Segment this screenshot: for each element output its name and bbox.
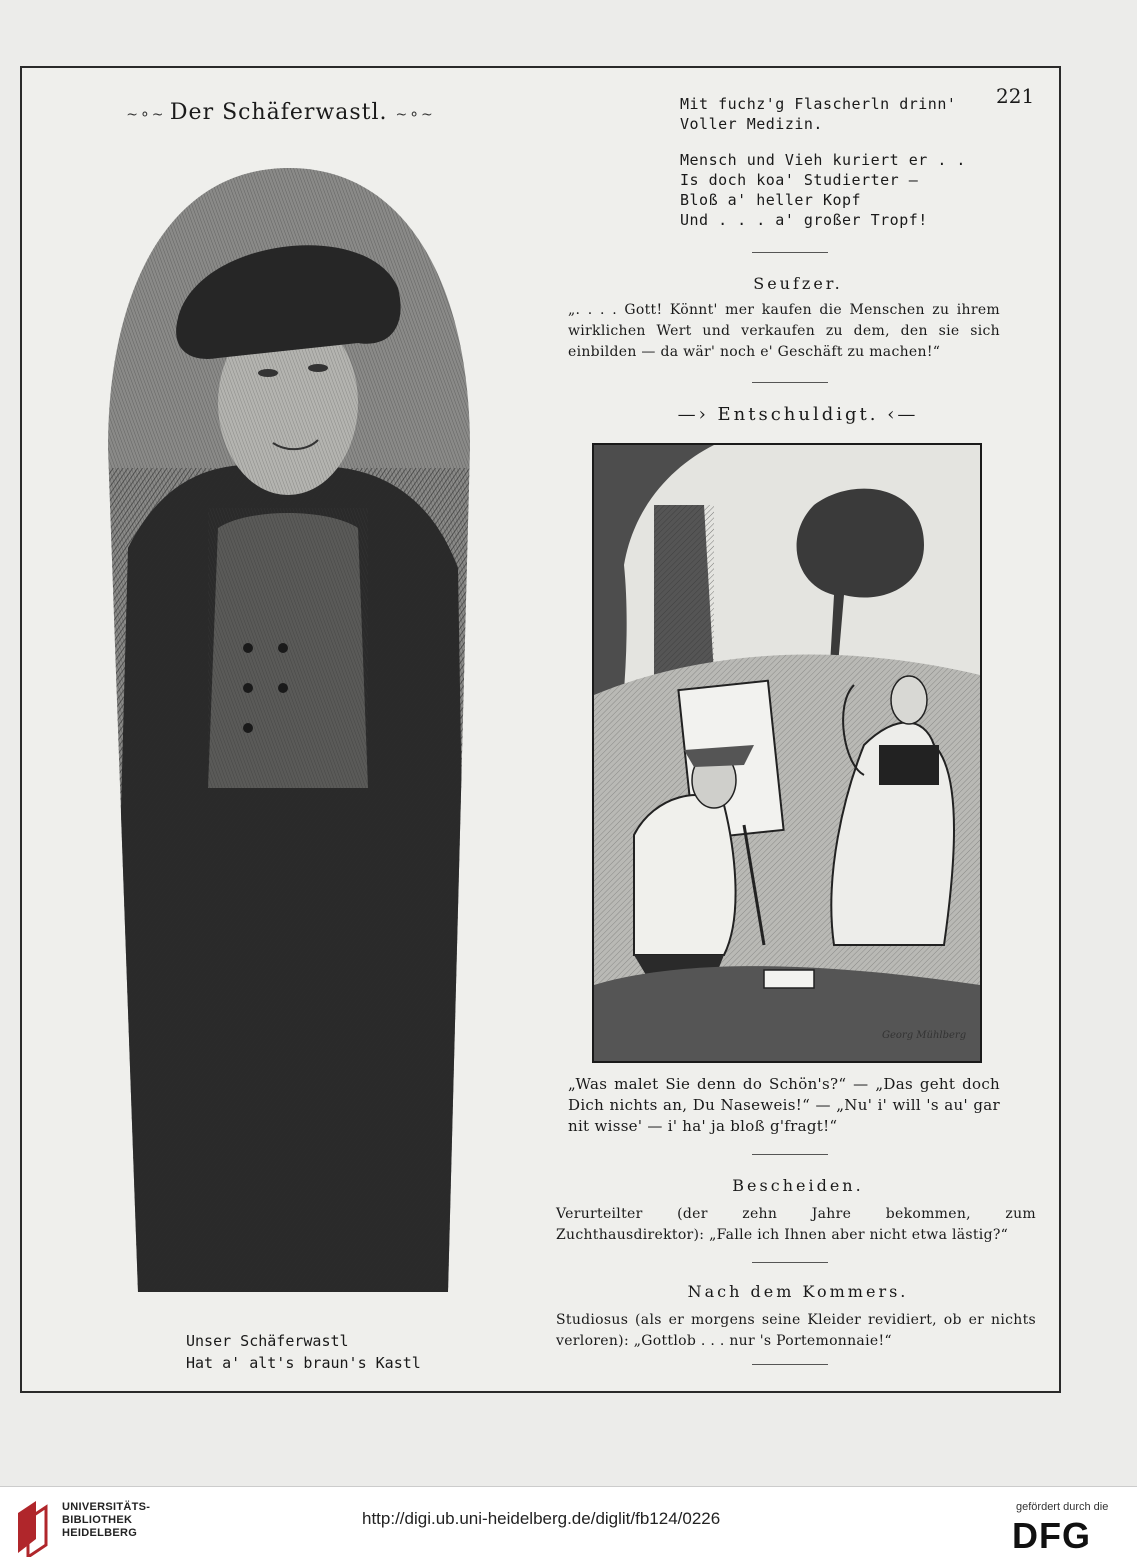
section-text-kommers: Studiosus (als er morgens seine Kleider revidiert, ob er nichts verloren): „Gottlob . . . nur 's Portemonnaie!“ xyxy=(556,1312,1036,1349)
divider xyxy=(752,1364,828,1365)
arrow-left-icon: ‹— xyxy=(887,404,919,425)
arrow-right-icon: —› xyxy=(677,404,718,425)
poem-title-text: Der Schäferwastl. xyxy=(169,100,388,125)
section-heading-entschuldigt xyxy=(556,404,1040,425)
library-line: HEIDELBERG xyxy=(62,1527,138,1539)
poem-title xyxy=(110,100,450,125)
library-line: UNIVERSITÄTS- xyxy=(62,1501,151,1513)
poem-line: Mensch und Vieh kuriert er . . xyxy=(680,151,966,169)
divider xyxy=(752,252,828,253)
library-line: BIBLIOTHEK xyxy=(62,1514,133,1526)
divider xyxy=(752,1154,828,1155)
poem-stanza-2 xyxy=(680,150,966,230)
page-number: 221 xyxy=(996,84,1035,108)
section-heading-text: Entschuldigt. xyxy=(717,404,879,425)
portrait-caption xyxy=(186,1330,421,1374)
university-library-name[interactable] xyxy=(62,1501,150,1540)
footer-bar xyxy=(0,1486,1137,1568)
poem-line: Mit fuchz'g Flascherln drinn' xyxy=(680,95,957,113)
section-heading-kommers: Nach dem Kommers. xyxy=(687,1282,909,1301)
poem-line: Voller Medizin. xyxy=(680,115,823,133)
poem-line: Is doch koa' Studierter — xyxy=(680,171,919,189)
artist-signature: Georg Mühlberg xyxy=(882,1030,967,1041)
divider xyxy=(752,382,828,383)
dfg-logo[interactable]: DFG xyxy=(1012,1515,1091,1556)
section-text-bescheiden: Verurteilter (der zehn Jahre bekommen, zum Zuchthausdirektor): „Falle ich Ihnen aber nicht etwa lästig?“ xyxy=(556,1206,1036,1243)
painter-illustration xyxy=(592,443,982,1063)
funded-by-label: gefördert durch die xyxy=(1016,1501,1109,1513)
poem-line: Und . . . a' großer Tropf! xyxy=(680,211,928,229)
ornament-right-icon: ~⚬~ xyxy=(395,107,434,123)
caption-line-1: Unser Schäferwastl xyxy=(186,1332,349,1350)
poem-line: Bloß a' heller Kopf xyxy=(680,191,862,209)
section-text-entschuldigt: „Was malet Sie denn do Schön's?“ — „Das geht doch Dich nichts an, Du Naseweis!“ — „Nu' i' will 's au' gar nit wisse' — i' ha' ja bloß g'fragt!“ xyxy=(568,1075,1000,1135)
caption-line-2: Hat a' alt's braun's Kastl xyxy=(186,1354,421,1372)
section-text-seufzer: „. . . . Gott! Könnt' mer kaufen die Menschen zu ihrem wirklichen Wert und verkaufen zu dem, den sie sich einbilden — da wär' noch e' Geschäft zu machen!“ xyxy=(568,302,1000,360)
portrait-engraving xyxy=(108,168,470,1292)
section-heading-bescheiden: Bescheiden. xyxy=(732,1176,864,1195)
section-heading-seufzer: Seufzer. xyxy=(753,274,843,293)
ornament-left-icon: ~⚬~ xyxy=(126,107,170,123)
university-library-logo-icon[interactable] xyxy=(14,1499,56,1557)
permalink-url[interactable]: http://digi.ub.uni-heidelberg.de/diglit/fb124/0226 xyxy=(362,1509,721,1528)
poem-stanza-1 xyxy=(680,94,956,134)
divider xyxy=(752,1262,828,1263)
